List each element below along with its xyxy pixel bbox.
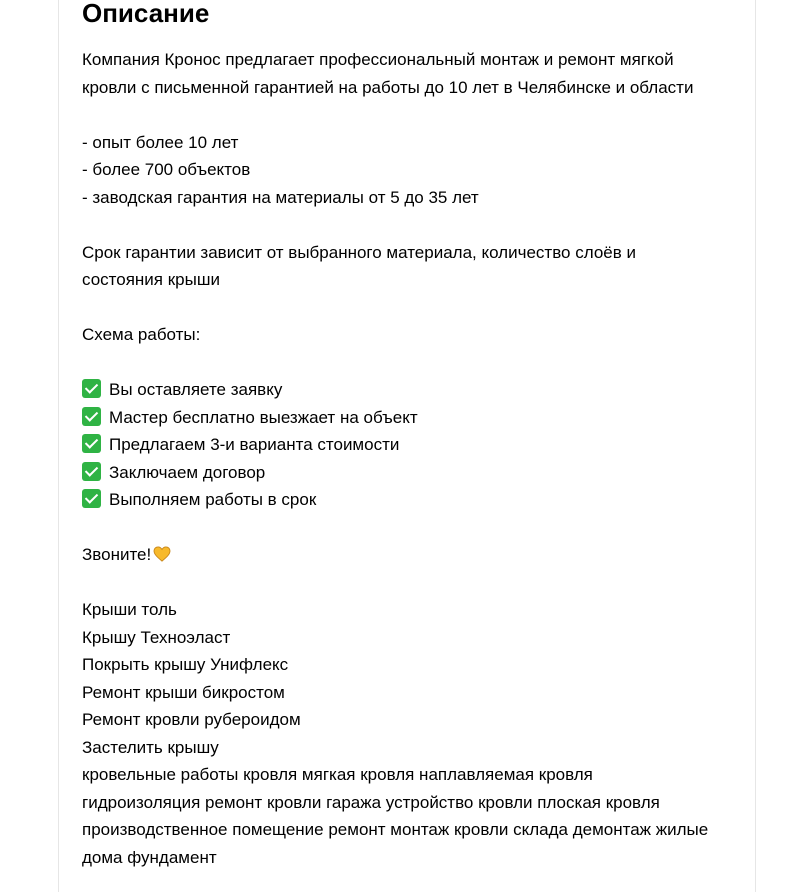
blank-line (82, 349, 742, 377)
step-label: Вы оставляете заявку (109, 380, 283, 399)
service-item: Крыши толь (82, 600, 177, 619)
service-item: Крышу Техноэласт (82, 627, 231, 647)
step-item (82, 486, 742, 514)
check-mark-button-icon (82, 434, 101, 453)
service-item: Ремонт крыши бикростом (82, 682, 285, 702)
intro-line: кровли с письменной гарантией на работы до 10 лет в Челябинске и области (82, 77, 694, 97)
fact-item: - более 700 объектов (82, 160, 251, 179)
warranty-line: Срок гарантии зависит от выбранного материала, количество слоёв и (82, 242, 636, 262)
step-item (82, 376, 742, 404)
check-mark-button-icon (82, 407, 101, 426)
keywords-line: кровельные работы кровля мягкая кровля наплавляемая кровля (82, 765, 593, 784)
intro-line: Компания Кронос предлагает профессиональный монтаж и ремонт мягкой (82, 50, 674, 69)
step-label: Предлагаем 3-и варианта стоимости (109, 435, 400, 454)
call-line (82, 541, 742, 569)
fact-item: - заводская гарантия на материалы от 5 до 35 лет (82, 187, 479, 207)
keywords-line: гидроизоляция ремонт кровли гаража устройство кровли плоская кровля (82, 792, 660, 812)
yellow-heart-icon (153, 546, 171, 562)
step-item (82, 431, 742, 459)
scheme-label: Схема работы: (82, 325, 201, 344)
blank-line (82, 569, 742, 597)
call-text: Звоните! (82, 545, 152, 564)
section-title: Описание (82, 0, 210, 28)
step-label: Выполняем работы в срок (109, 490, 317, 509)
blank-line (82, 101, 742, 129)
service-item: Ремонт кровли рубероидом (82, 710, 301, 729)
check-mark-button-icon (82, 379, 101, 398)
keywords-line: производственное помещение ремонт монтаж кровли склада демонтаж жилые (82, 820, 709, 839)
check-mark-button-icon (82, 489, 101, 508)
step-item (82, 459, 742, 487)
step-item (82, 404, 742, 432)
step-label: Мастер бесплатно выезжает на объект (109, 407, 418, 427)
check-mark-button-icon (82, 462, 101, 481)
blank-line (82, 294, 742, 322)
service-item: Застелить крышу (82, 737, 219, 757)
description-text (82, 46, 742, 871)
keywords-line: дома фундамент (82, 847, 217, 867)
step-label: Заключаем договор (109, 462, 266, 482)
fact-item: - опыт более 10 лет (82, 132, 239, 152)
blank-line (82, 514, 742, 542)
service-item: Покрыть крышу Унифлекс (82, 655, 289, 674)
warranty-line: состояния крыши (82, 270, 220, 289)
blank-line (82, 211, 742, 239)
